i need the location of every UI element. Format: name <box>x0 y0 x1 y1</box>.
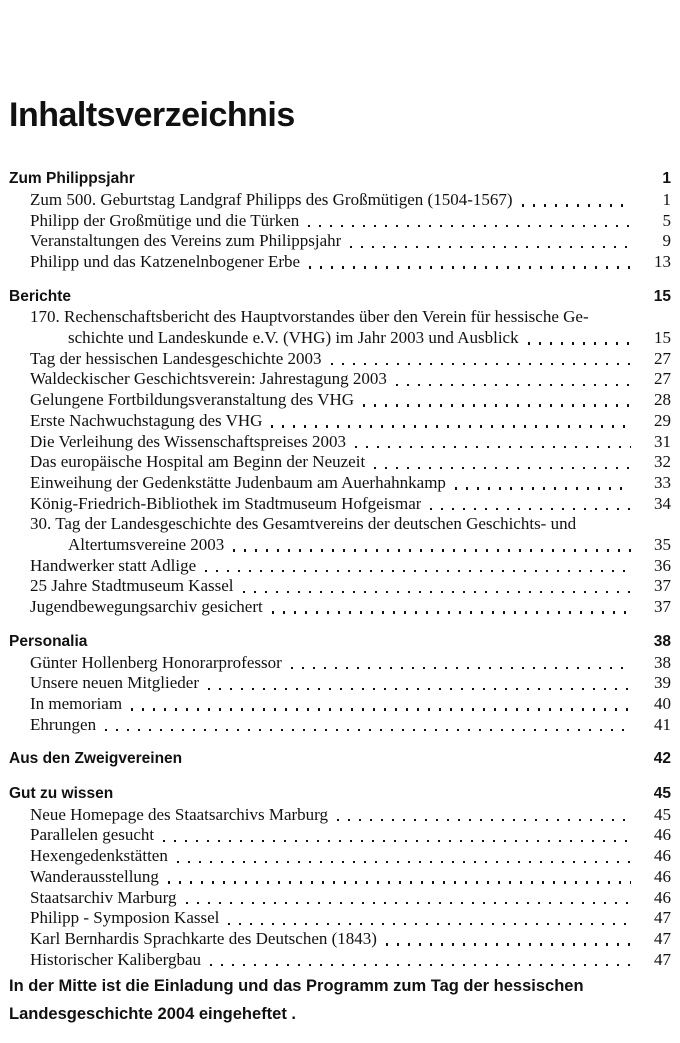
toc-entry-page: 27 <box>654 348 671 368</box>
toc-entry <box>9 556 671 577</box>
toc-entry <box>9 211 671 232</box>
toc-section-heading <box>9 169 671 190</box>
toc-entry-page: 46 <box>654 825 671 845</box>
toc-entry-title: 170. Rechenschaftsbericht des Hauptvorstandes über den Verein für hessische Ge- <box>30 307 589 327</box>
toc-entry-title: Jugendbewegungsarchiv gesichert <box>30 597 263 617</box>
toc-section-page: 15 <box>653 287 671 305</box>
dot-leader <box>163 840 631 842</box>
toc-entry <box>9 514 671 535</box>
toc-entry-page: 46 <box>654 846 671 866</box>
dot-leader <box>105 729 631 731</box>
footer-note-line-2: Landesgeschichte 2004 eingeheftet . <box>9 1005 297 1024</box>
dot-leader <box>374 467 631 469</box>
toc-entry-title: Einweihung der Gedenkstätte Judenbaum am Auerhahnkamp <box>30 472 446 492</box>
dot-leader <box>205 570 631 572</box>
toc-entry-title: 30. Tag der Landesgeschichte des Gesamtvereins der deutschen Geschichts- und <box>30 514 577 534</box>
dot-leader <box>228 923 631 925</box>
toc-entry-page: 47 <box>654 949 671 969</box>
toc-entry-page: 31 <box>654 431 671 451</box>
toc-entry <box>9 929 671 950</box>
toc-entry <box>9 349 671 370</box>
toc-entry <box>9 369 671 390</box>
toc-entry-title: Tag der hessischen Landesgeschichte 2003 <box>30 348 322 368</box>
toc-entry-title: Wanderausstellung <box>30 866 159 886</box>
dot-leader <box>233 549 631 551</box>
footer-note-line-1: In der Mitte ist die Einladung und das Programm zum Tag der hessischen <box>9 977 584 996</box>
toc-section-heading <box>9 632 671 653</box>
toc-entry-page: 39 <box>654 673 671 693</box>
toc-entry <box>9 411 671 432</box>
toc-entry-page: 37 <box>654 576 671 596</box>
toc-entry-title: Staatsarchiv Marburg <box>30 887 177 907</box>
toc-entry-title: Parallelen gesucht <box>30 825 155 845</box>
toc-entry-page: 27 <box>654 369 671 389</box>
toc-entry-title: Das europäische Hospital am Beginn der Neuzeit <box>30 452 366 472</box>
dot-leader <box>309 266 631 268</box>
toc-entry-page: 28 <box>654 390 671 410</box>
dot-leader <box>363 404 631 406</box>
dot-leader <box>337 819 631 821</box>
toc-entry <box>9 190 671 211</box>
toc-entry <box>9 950 671 971</box>
toc-entry-title: In memoriam <box>30 693 123 713</box>
toc-entry-title: König-Friedrich-Bibliothek im Stadtmuseum Hofgeismar <box>30 493 422 513</box>
toc-entry-title: Altertumsvereine 2003 <box>68 535 225 555</box>
toc-entry <box>9 597 671 618</box>
toc-section-page: 38 <box>653 632 671 650</box>
toc-section-heading <box>9 784 671 805</box>
dot-leader <box>210 964 631 966</box>
toc-entry-title: Günter Hollenberg Honorarprofessor <box>30 652 282 672</box>
toc-entry-title: Philipp der Großmütige und die Türken <box>30 210 300 230</box>
dot-leader <box>168 881 631 883</box>
toc-section-heading <box>9 287 671 308</box>
toc-section-title: Gut zu wissen <box>9 785 114 803</box>
toc-entry <box>9 390 671 411</box>
toc-entry-page: 13 <box>654 251 671 271</box>
toc-entry <box>9 231 671 252</box>
toc-section-page: 42 <box>653 750 671 768</box>
toc-section <box>9 749 671 770</box>
toc-entry-page: 9 <box>662 231 671 251</box>
toc-entry-title: Veranstaltungen des Vereins zum Philippsjahr <box>30 231 342 251</box>
toc-entry-title: Karl Bernhardis Sprachkarte des Deutschen (1843) <box>30 929 377 948</box>
toc-entry-page: 1 <box>662 189 671 209</box>
toc-section-title: Berichte <box>9 287 72 305</box>
toc-entry-page: 45 <box>654 804 671 824</box>
dot-leader <box>272 611 631 613</box>
toc-entry-page: 15 <box>654 328 671 348</box>
toc-entry <box>9 576 671 597</box>
toc-entry-page: 29 <box>654 410 671 430</box>
toc-entry <box>9 888 671 909</box>
toc-entry-page: 46 <box>654 866 671 886</box>
footer-note <box>9 972 671 1028</box>
dot-leader <box>350 246 631 248</box>
dot-leader <box>396 384 631 386</box>
toc-entry <box>9 694 671 715</box>
toc-entry-title: schichte und Landeskunde e.V. (VHG) im Jahr 2003 und Ausblick <box>68 328 519 348</box>
toc-section <box>9 784 671 970</box>
dot-leader <box>528 342 631 344</box>
toc-entry <box>9 653 671 674</box>
toc-entry-title: Ehrungen <box>30 714 97 734</box>
toc-entry-continuation <box>9 328 671 349</box>
toc-entry <box>9 452 671 473</box>
toc-section <box>9 632 671 736</box>
dot-leader <box>177 861 631 863</box>
toc-entry <box>9 825 671 846</box>
toc-entry-title: Erste Nachwuchstagung des VHG <box>30 410 263 430</box>
dot-leader <box>291 667 631 669</box>
toc-entry <box>9 846 671 867</box>
dot-leader <box>131 708 631 710</box>
dot-leader <box>243 591 632 593</box>
toc-entry <box>9 473 671 494</box>
toc-entry-title: Philipp - Symposion Kassel <box>30 908 220 928</box>
toc-entry-title: Philipp und das Katzenelnbogener Erbe <box>30 251 301 271</box>
toc-entry <box>9 673 671 694</box>
toc-section-title: Personalia <box>9 632 88 650</box>
toc-entry-title: 25 Jahre Stadtmuseum Kassel <box>30 576 234 596</box>
dot-leader <box>308 225 631 227</box>
toc-entry-title: Waldeckischer Geschichtsverein: Jahrestagung 2003 <box>30 369 387 389</box>
toc-entry-page: 40 <box>654 693 671 713</box>
dot-leader <box>186 902 631 904</box>
toc-entry-title: Handwerker statt Adlige <box>30 555 197 575</box>
toc-entry <box>9 432 671 453</box>
page-title: Inhaltsverzeichnis <box>9 96 295 134</box>
toc-entry-page: 38 <box>654 652 671 672</box>
toc-section-page: 45 <box>653 785 671 803</box>
toc-entry <box>9 252 671 273</box>
toc-entry <box>9 805 671 826</box>
toc-entry-page: 32 <box>654 452 671 472</box>
toc-section <box>9 287 671 618</box>
toc-section <box>9 169 671 273</box>
dot-leader <box>355 446 631 448</box>
dot-leader <box>271 425 631 427</box>
toc-entry-title: Historischer Kalibergbau <box>30 949 202 969</box>
toc-entry-page: 5 <box>662 210 671 230</box>
toc-entry-page: 34 <box>654 493 671 513</box>
table-of-contents <box>9 169 671 970</box>
toc-entry-title: Zum 500. Geburtstag Landgraf Philipps des Großmütigen (1504-1567) <box>30 189 513 209</box>
toc-entry-page: 41 <box>654 714 671 734</box>
dot-leader <box>430 508 631 510</box>
toc-entry-title: Hexengedenkstätten <box>30 846 168 866</box>
toc-entry-page: 35 <box>654 535 671 555</box>
toc-section-title: Zum Philippsjahr <box>9 170 135 188</box>
toc-section-title: Aus den Zweigvereinen <box>9 750 183 768</box>
toc-entry-page: 47 <box>654 908 671 928</box>
dot-leader <box>455 487 631 489</box>
toc-section-heading <box>9 749 671 770</box>
toc-entry-title: Gelungene Fortbildungsveranstaltung des VHG <box>30 390 355 410</box>
toc-entry-title: Die Verleihung des Wissenschaftspreises 2003 <box>30 431 346 451</box>
toc-entry <box>9 494 671 515</box>
toc-entry-page: 47 <box>654 929 671 948</box>
dot-leader <box>208 688 631 690</box>
toc-entry-page: 36 <box>654 555 671 575</box>
toc-section-page: 1 <box>662 170 671 188</box>
toc-entry <box>9 715 671 736</box>
toc-entry-page: 37 <box>654 597 671 617</box>
toc-entry-page: 46 <box>654 887 671 907</box>
toc-entry-title: Unsere neuen Mitglieder <box>30 673 199 693</box>
toc-entry <box>9 867 671 888</box>
dot-leader <box>386 943 631 945</box>
dot-leader <box>522 204 631 206</box>
toc-entry-continuation <box>9 535 671 556</box>
toc-entry <box>9 307 671 328</box>
toc-entry <box>9 908 671 929</box>
toc-entry-page: 33 <box>654 472 671 492</box>
toc-entry-title: Neue Homepage des Staatsarchivs Marburg <box>30 804 329 824</box>
dot-leader <box>331 363 632 365</box>
